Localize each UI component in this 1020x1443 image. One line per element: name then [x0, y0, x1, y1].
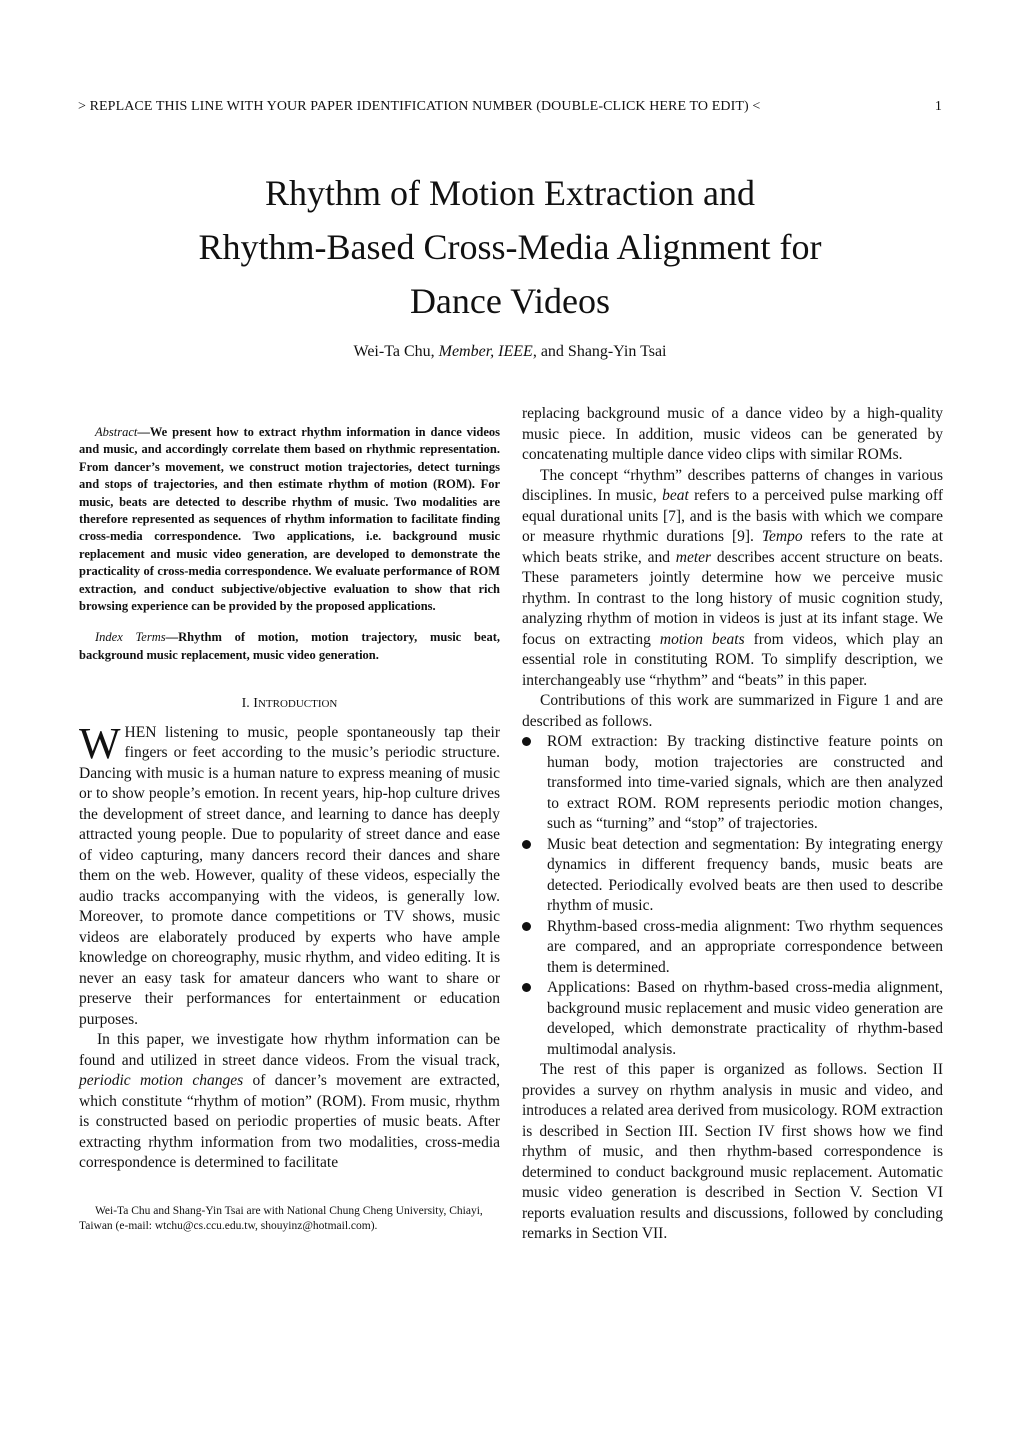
drop-cap: W: [79, 718, 121, 768]
right-paragraph-4: The rest of this paper is organized as follows. Section II provides a survey on rhythm analysis in music and video, and introduces a related area derived from musicology. ROM extraction is described in Section III. Section IV first shows how we find rhythm of music, and then rhythm-based correspondence is determined to conduct background music replacement. Automatic music video generation is described in Section V. Section VI reports evaluation results and discussions, followed by concluding remarks in Section VII.: [522, 1061, 943, 1242]
intro-paragraph-2: In this paper, we investigate how rhythm information can be found and utilized in street dance videos. From the visual track, periodic motion changes of dancer’s movement are extracted, which constitute “rhythm of motion” (ROM). From music, rhythm is constructed based on periodic properties of music beats. After extracting rhythm information from two modalities, cross-media correspondence is determined to facilitate: [79, 1031, 500, 1172]
right-paragraph-3: Contributions of this work are summarized in Figure 1 and are described as follows.: [522, 692, 943, 730]
title-line-1: Rhythm of Motion Extraction and: [265, 173, 755, 213]
bullet-icon: [522, 983, 531, 992]
page-number: 1: [934, 99, 942, 114]
index-terms-label: Index Terms: [95, 630, 166, 645]
author-1: Wei-Ta Chu,: [353, 343, 439, 360]
list-item: Music beat detection and segmentation: By integrating energy dynamics in different frequency bands, music beats are detected. Periodically evolved beats are then used to describe rhythm of music.: [522, 835, 943, 917]
right-paragraph-1: replacing background music of a dance video by a high-quality music piece. In addition, music videos can be generated by concatenating multiple dance video clips with similar ROMs.: [522, 405, 943, 463]
author-2: , and Shang-Yin Tsai: [532, 343, 667, 360]
list-item: Applications: Based on rhythm-based cross-media alignment, background music replacement and music video generation are developed, which demonstrate practicality of rhythm-based multimodal analysis.: [522, 978, 943, 1060]
bullet-icon: [522, 922, 531, 931]
left-column: [79, 424, 500, 1235]
list-item: ROM extraction: By tracking distinctive feature points on human body, motion trajectories are constructed and transformed into time-varied signals, which are then analyzed to extract ROM. ROM represents periodic motion changes, such as “turning” and “stop” of trajectories.: [522, 732, 943, 835]
bullet-icon: [522, 737, 531, 746]
author-1-membership: Member, IEEE: [438, 343, 533, 360]
index-terms: [79, 629, 500, 664]
right-paragraph-2: The concept “rhythm” describes patterns of changes in various disciplines. In music, beat refers to a perceived pulse marking off equal durational units [7], and is the basis with which we compare or measure rhythmic durations [9]. Tempo refers to the rate at which beats strike, and meter describes accent structure on beats. These parameters jointly determine how we perceive music rhythm. In contrast to the long history of music cognition study, analyzing rhythm of motion in videos is just at its infant stage. We focus on extracting motion beats from videos, which play an essential role in constituting ROM. To simplify description, we interchangeably use “rhythm” and “beats” in this paper.: [522, 466, 944, 689]
bullet-icon: [522, 840, 531, 849]
paper-title: [60, 166, 960, 328]
author-line: [60, 343, 960, 361]
contributions-list: [522, 732, 943, 1060]
abstract: [79, 424, 500, 615]
abstract-text: —We present how to extract rhythm information in dance videos and music, and accordingly correlate them based on rhythmic representation. From dancer’s movement, we construct motion trajectories, detect turnings and stops of trajectories, and then estimate rhythm of motion (ROM). For music, beats are detected to describe rhythm of music. Two modalities are therefore represented as sequences of rhythm information to facilitate finding cross-media correspondence. Two applications, i.e. background music replacement and music video generation, are developed to demonstrate the practicality of cross-media correspondence. We evaluate performance of ROM extraction, and conduct subjective/objective evaluation to show that rich browsing experience can be provided by the proposed applications.: [79, 425, 500, 614]
paper-id-line: > REPLACE THIS LINE WITH YOUR PAPER IDENTIFICATION NUMBER (DOUBLE-CLICK HERE TO EDIT) <: [78, 99, 761, 114]
right-column: [522, 404, 943, 1245]
abstract-label: Abstract: [95, 425, 138, 439]
running-header: [78, 99, 942, 119]
section-heading-introduction: I. INTRODUCTION: [241, 696, 338, 712]
index-terms-text: —Rhythm of motion, motion trajectory, music beat, background music replacement, music video generation.: [79, 630, 500, 662]
title-line-2: Rhythm-Based Cross-Media Alignment for: [198, 227, 822, 267]
list-item: Rhythm-based cross-media alignment: Two rhythm sequences are compared, and an appropriate correspondence between them is determined.: [522, 917, 943, 979]
title-line-3: Dance Videos: [409, 281, 611, 321]
intro-paragraph-1: WHEN listening to music, people spontaneously tap their fingers or feet according to the music’s periodic structure. Dancing with music is a human nature to express meaning of music or to show people’s emotion. In recent years, hip-hop culture drives the development of street dance, and learning to dance has deeply attracted young people. Due to popularity of street dance and ease of video capturing, many dancers record their dances and share them on the web. However, quality of these videos, especially the audio tracks accompanying with the videos, is generally low. Moreover, to promote dance competitions or TV shows, music videos are elaborately produced by experts who have ample knowledge on choreography, music rhythm, and video editing. It is never an easy task for amateur dancers who want to share or preserve their performances for entertainment or education purposes.: [79, 718, 500, 1028]
author-footnote: Wei-Ta Chu and Shang-Yin Tsai are with National Chung Cheng University, Chiayi, Taiwan (e-mail: wtchu@cs.ccu.edu.tw, shouyinz@hotmail.com).: [79, 1204, 483, 1233]
